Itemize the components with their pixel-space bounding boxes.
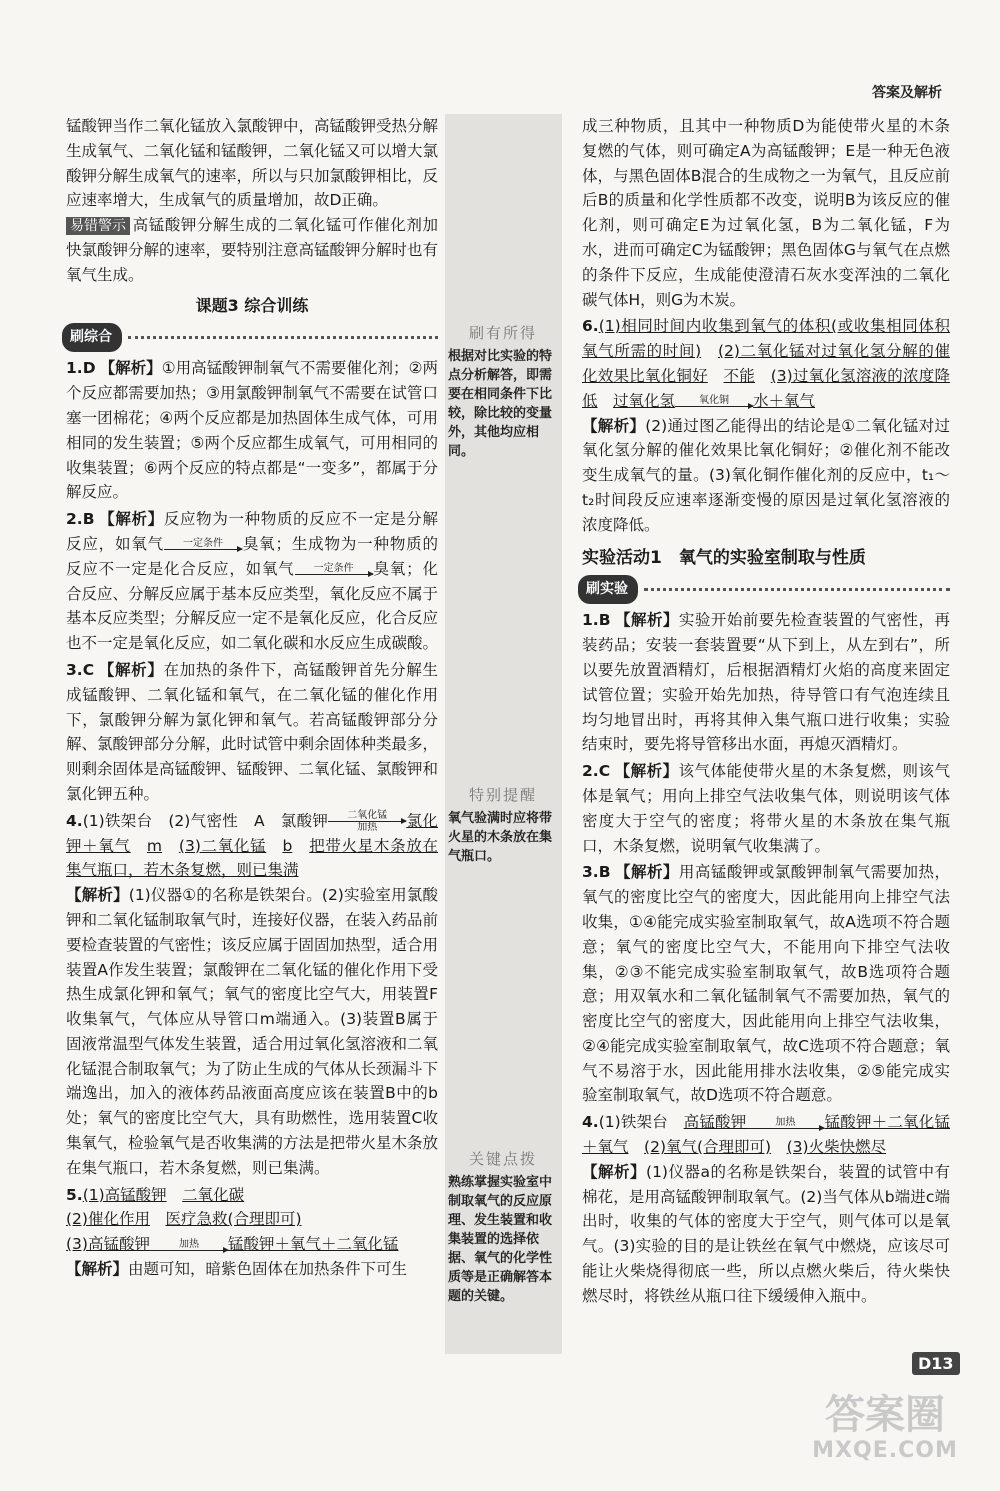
reaction-arrow: 加热 xyxy=(746,1117,824,1129)
watermark-logo: 答案圈 MXQE.COM xyxy=(812,1392,958,1463)
reaction-arrow: 氧化铜 xyxy=(675,395,753,407)
section-label: 刷实验 xyxy=(578,575,638,604)
reaction-arrow: 二氧化锰 加热 xyxy=(328,810,406,833)
reaction-arrow: 一定条件 xyxy=(295,563,373,575)
question-2: 2.B 【解析】反应物为一种物质的反应不一定是分解反应，如氧气 一定条件 臭氧；生成物为一种物质的反应不一定是化合反应，如氧气 一定条件 臭氧；化合反应、分解反应属于基本反应类型，氧化反应不属于基本反应类型；分解反应一定不是氧化反应，化合反应也不一定是氧化反应，如二氧化碳和水反应生成碳酸。 xyxy=(66,510,439,653)
reaction-arrow: 加热 xyxy=(150,1239,228,1251)
analysis: 【解析】(2)通过图乙能得出的结论是①二氧化锰对过氧化氢分解的催化效果比氧化铜好；②催化剂不能改变生成氧气的量。(3)氧化铜作催化剂的反应中，t₁～t₂时间段反应速率逐渐变慢的原因是过氧化氢溶液的浓度降低。 xyxy=(582,416,950,534)
analysis: 【解析】(1)仪器a的名称是铁架台，装置的试管中有棉花，是用高锰酸钾制取氧气。(2)当气体从b端进c端出时，收集的气体的密度大于空气，则气体可以是氧气。(3)实验的目的是让铁丝在氧气中燃烧，应该尽可能让火柴烧得彻底一些，所以点燃火柴后，待火柴快燃尽时，将铁丝从瓶口往下缓缓伸入瓶中。 xyxy=(582,1162,950,1305)
question-4: 4.(1)铁架台 高锰酸钾 加热 锰酸钾＋二氧化锰＋氧气 (2)氧气(合理即可) (3)火柴快燃尽 xyxy=(582,1113,950,1157)
left-column xyxy=(66,114,438,1282)
question-6: 6.(1)相同时间内收集到氧气的体积(或收集相同体积氧气所需的时间) (2)二氧化锰对过氧化氢分解的催化效果比氧化铜好 不能 (3)过氧化氢溶液的浓度降低 过氧化氢 氧化铜 水＋氧气 xyxy=(582,317,950,410)
dotted-divider xyxy=(644,588,950,591)
section-header xyxy=(62,324,438,350)
question-4: 4.(1)铁架台 (2)气密性 A 氯酸钾 二氧化锰 加热 氯化钾＋氧气 m (3)二氧化锰 b 把带火星木条放在集气瓶口，若木条复燃，则已集满 xyxy=(66,809,438,880)
question-2: 2.C 【解析】该气体能使带火星的木条复燃，则该气体是氧气；用向上排空气法收集气体，则说明该气体密度大于空气的密度；将带火星的木条放在集气瓶口，木条复燃，说明氧气收集满了。 xyxy=(582,762,950,855)
paragraph: 成三种物质，且其中一种物质D为能使带火星的木条复燃的气体，则可确定A为高锰酸钾；E是一种无色液体，与黑色固体B混合的生成物之一为氧气，且反应前后B的质量和化学性质都不改变，说明B为该反应的催化剂，则可确定E为过氧化氢，B为二氧化锰，F为水，进而可确定C为锰酸钾；黑色固体G与氧气在点燃的条件下反应，生成能使澄清石灰水变浑浊的二氧化碳气体H，则G为木炭。 xyxy=(582,117,950,309)
tip-note-3: 关键点拨 熟练掌握实验室中制取氧气的反应原理、发生装置和收集装置的选择依据、氧气的化学性质等是正确解答本题的关键。 xyxy=(448,1150,553,1304)
paragraph: 易错警示 高锰酸钾分解生成的二氧化锰可作催化剂加快氯酸钾分解的速率，要特别注意高锰酸钾分解时也有氧气生成。 xyxy=(66,216,439,284)
section-title: 实验活动1 氧气的实验室制取与性质 xyxy=(582,547,866,568)
question-3: 3.B 【解析】用高锰酸钾或氯酸钾制氧气需要加热，氧气的密度比空气的密度大，因此能用向上排空气法收集，①④能完成实验室制取氧气，故A选项不符合题意；氧气的密度比空气大，不能用向下排空气法收集，②③不能完成实验室制取氧气，故B选项符合题意；用双氧水和二氧化锰制氧气不需要加热，氧气的密度比空气的密度大，因此能用向上排空气法收集，②④能完成实验室制取氧气，故C选项不符合题意；氧气不易溶于水，因此能用排水法收集，②⑤能完成实验室制取氧气，故D选项不符合题意。 xyxy=(582,863,950,1105)
paragraph: 锰酸钾当作二氧化锰放入氯酸钾中，高锰酸钾受热分解生成氧气、二氧化锰和锰酸钾，二氧化锰又可以增大氯酸钾分解生成氧气的速率，所以与只加氯酸钾相比，反应速率增大，生成氧气的质量增加，故D正确。 xyxy=(66,117,439,210)
question-1: 1.D 【解析】①用高锰酸钾制氧气不需要催化剂；②两个反应都需要加热；③用氯酸钾制氧气不需要在试管口塞一团棉花；④两个反应都是加热固体生成气体，可用相同的发生装置；⑤两个反应都生成氧气，可用相同的收集装置；⑥两个反应的特点都是“一变多”，都属于分解反应。 xyxy=(66,359,438,502)
analysis: 【解析】由题可知，暗紫色固体在加热条件下可生 xyxy=(66,1260,408,1279)
section-title: 课题3 综合训练 xyxy=(195,295,309,315)
tip-note-1: 刷有所得 根据对比实验的特点分析解答，即需要在相同条件下比较，除比较的变量外，其他均应相同。 xyxy=(448,324,553,459)
dotted-divider xyxy=(128,336,438,339)
reaction-arrow: 一定条件 xyxy=(164,538,242,550)
question-3: 3.C 【解析】在加热的条件下，高锰酸钾首先分解生成锰酸钾、二氧化锰和氧气，在二氧化锰的催化作用下，氯酸钾分解为氯化钾和氧气。若高锰酸钾部分分解、氯酸钾部分分解，此时试管中剩余固体种类最多，则剩余固体是高锰酸钾、锰酸钾、二氧化锰、氯酸钾和氯化钾五种。 xyxy=(66,660,439,803)
section-label: 刷综合 xyxy=(62,323,122,352)
tip-note-2: 特别提醒 氧气验满时应将带火星的木条放在集气瓶口。 xyxy=(448,786,553,864)
question-5: 5.(1)高锰酸钾 二氧化碳 (2)催化作用 医疗急救(合理即可) (3)高锰酸钾 加热 锰酸钾＋氧气＋二氧化锰 xyxy=(66,1185,399,1254)
error-warning-tag: 易错警示 xyxy=(66,217,130,235)
page-number: D13 xyxy=(912,1352,960,1375)
analysis: 【解析】(1)仪器①的名称是铁架台。(2)实验室用氯酸钾和二氧化锰制取氧气时，连接好仪器，在装入药品前要检查装置的气密性；该反应属于固固加热型，适合用装置A作发生装置；氯酸钾在二氧化锰的催化作用下受热生成氯化钾和氧气；氧气的密度比空气大，用装置F收集氧气，气体应从导管口m端通入。(3)装置B属于固液常温型气体发生装置，适合用过氧化氢溶液和二氧化锰混合制取氧气；为了防止生成的气体从长颈漏斗下端逸出，加入的液体药品液面高度应该在装置B中的b处；氧气的密度比空气大，具有助燃性，选用装置C收集氧气，检验氧气是否收集满的方法是把带火星木条放在集气瓶口，若木条复燃，则已集满。 xyxy=(66,886,439,1177)
section-header xyxy=(578,576,950,602)
question-1: 1.B 【解析】实验开始前要先检查装置的气密性，再装药品；安装一套装置要“从下到上，从左到右”，所以要先放置酒精灯，后根据酒精灯火焰的高度来固定试管位置；实验开始先加热，待导管口有气泡连续且均匀地冒出时，再将其伸入集气瓶口进行收集；实验结束时，要先将导管移出水面，再熄灭酒精灯。 xyxy=(582,611,950,754)
right-column xyxy=(582,114,950,1309)
page-header: 答案及解析 xyxy=(872,85,942,101)
